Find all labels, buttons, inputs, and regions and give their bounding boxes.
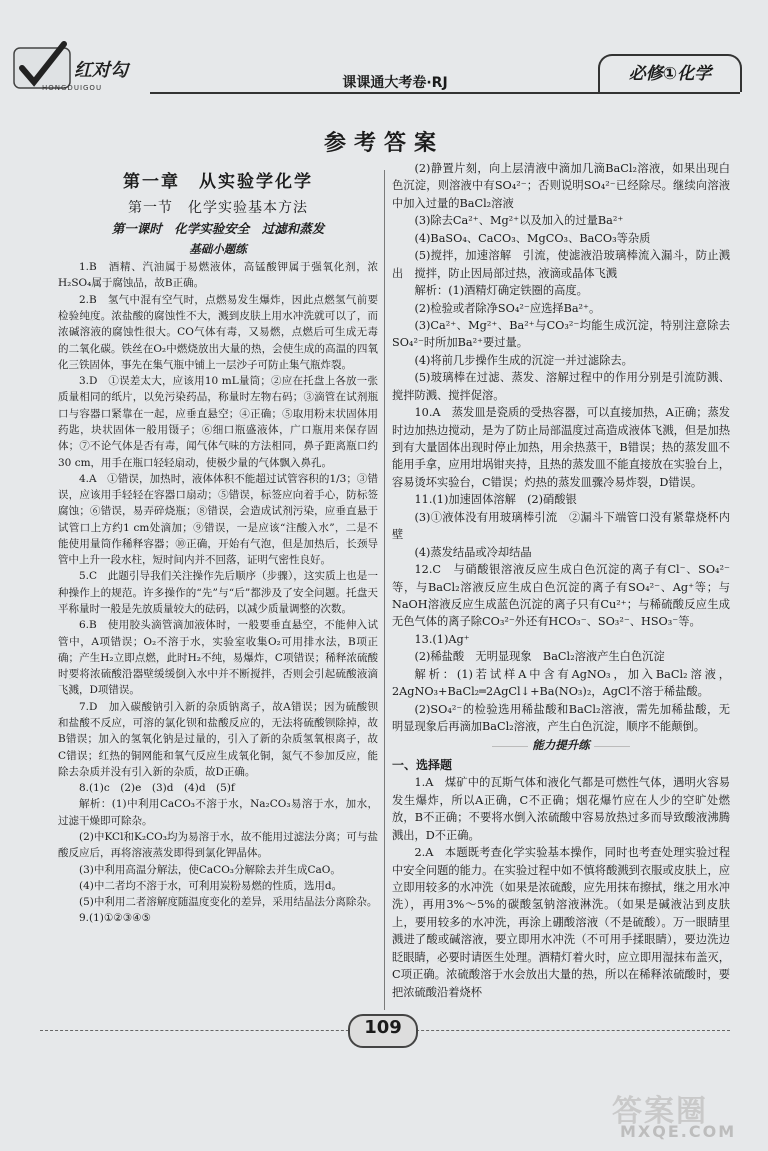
subject-tab: 必修①化学 [598,54,742,92]
answer-paragraph: 8.(1)c (2)e (3)d (4)d (5)f [79,782,235,795]
answer-paragraph: (2)中KCl和K₂CO₃均为易溶于水，故不能用过滤法分离；可与盐酸反应后，再将溶液蒸发即得到氯化钾晶体。 [58,830,378,860]
answer-paragraph: (3)①液体没有用玻璃棒引流 ②漏斗下端管口没有紧靠烧杯内壁 [392,510,730,542]
answer-paragraph: (5)中利用二者溶解度随温度变化的差异，采用结晶法分离除杂。 [79,896,378,909]
answer-paragraph: 6.B 使用胶头滴管滴加液体时，一般要垂直悬空，不能伸入试管中，A项错误；O₂不溶于水，实验室收集O₂可用排水法，B项正确；产生H₂立即点燃，此时H₂不纯，易爆炸，C项错误；稀释浓硫酸时要将浓硫酸沿器壁缓缓倒入水中并不断搅拌，否则会引起硫酸液滴飞溅，D项错误。 [58,619,378,697]
answer-paragraph: 解析：(1)若试样A中含有AgNO₃，加入BaCl₂溶液，2AgNO₃+BaCl₂═2AgCl↓+Ba(NO₃)₂，AgCl不溶于稀盐酸。 [392,667,730,699]
page-number: 109 [364,1017,402,1038]
answer-paragraph: 9.(1)①②③④⑤ [79,912,151,925]
answer-paragraph: 3.D ①误差太大，应该用10 mL量筒；②应在托盘上各放一张质量相同的纸片，以免污染药品，称量时左物右码；③滴管在试剂瓶口与容器口紧靠在一起，应垂直悬空；④正确；⑤取用粉末状固体用药匙，块状固体一般用镊子；⑥细口瓶盛液体，广口瓶用来保存固体；⑦不论气体是否有毒，闻气体气味的方法相同，鼻子距离瓶口约30 cm，用手在瓶口轻轻扇动，使极少量的气体飘入鼻孔。 [58,375,378,469]
answer-paragraph: 解析：(1)中利用CaCO₃不溶于水，Na₂CO₃易溶于水，加水，过滤干燥即可除杂。 [58,798,378,827]
brand-logo [8,40,168,98]
answer-paragraph: 1.B 酒精、汽油属于易燃液体，高锰酸钾属于强氧化剂，浓H₂SO₄属于腐蚀品，故B正确。 [58,261,378,290]
answer-paragraph: (2)检验或者除净SO₄²⁻应选择Ba²⁺。 [414,301,601,315]
logo-subtext: HONGDUIGOU [42,84,103,92]
watermark-url: MXQE.COM [620,1122,737,1141]
answer-paragraph: (4)中二者均不溶于水，可利用炭粉易燃的性质，选用d。 [79,879,343,892]
series-title: 课课通大考卷·RJ [342,75,448,91]
answer-paragraph: (4)BaSO₄、CaCO₃、MgCO₃、BaCO₃等杂质 [414,231,651,245]
watermark [612,1086,762,1146]
answer-paragraph: 4.A ①错误，加热时，液体体积不能超过试管容积的1/3；③错误，应该用手轻轻在容器口扇动；⑤错误，标签应向着手心，防标签腐蚀；⑥错误，易弄碎烧瓶；⑧错误，会造成试剂污染，应垂直悬于试管口上方约1 cm处滴加；⑨错误，一是应该“注酸入水”，二是不能使用量筒作稀释容器；⑩正确，开始有气泡，但是加热后，长颈导管中上升一段水柱，短时间内并不回落，证明气密性良好。 [58,472,378,567]
page-title: 参考答案 [323,130,444,156]
left-column [58,150,378,927]
answer-paragraph: 2.A 本题既考查化学实验基本操作，同时也考查处理实验过程中安全问题的能力。在实验过程中如不慎将酸溅到衣服或皮肤上，应立即用较多的水冲洗（如果是浓硫酸，应先用抹布擦拭，继之用水冲洗），再用3%～5%的碳酸氢钠溶液淋洗。（如果是碱液沾到皮肤上，要用较多的水冲洗，再涂上硼酸溶液（不是硫酸）。万一眼睛里溅进了酸或碱溶液，要立即用水冲洗（不可用手揉眼睛），要边洗边眨眼睛，必要时请医生处理。酒精灯着火时，应立即用湿抹布盖灭，C项正确。浓硫酸溶于水会放出大量的热，所以在稀释浓硫酸时，要把浓硫酸沿着烧杯 [392,846,730,999]
answer-paragraph: (3)Ca²⁺、Mg²⁺、Ba²⁺与CO₃²⁻均能生成沉淀，特别注意除去SO₄²⁻时所加Ba²⁺要过量。 [392,318,730,350]
answer-paragraph: 11.(1)加速固体溶解 (2)硝酸银 [414,493,577,507]
answer-paragraph: 10.A 蒸发皿是瓷质的受热容器，可以直接加热，A正确；蒸发时边加热边搅动，是为了防止局部温度过高造成液体飞溅，但是加热到有大量固体出现时停止加热，用余热蒸干，B错误；热的蒸发皿不能用手拿，应用坩埚钳夹持，且热的蒸发皿不能直接放在实验台上，容易烫坏实验台，C错误；灼热的蒸发皿骤冷易炸裂，D错误。 [392,406,730,489]
answer-paragraph: (2)SO₄²⁻的检验选用稀盐酸和BaCl₂溶液，需先加稀盐酸，无明显现象后再滴加BaCl₂溶液，产生白色沉淀，顺序不能颠倒。 [392,702,730,733]
column-divider [384,170,385,1010]
section-title: 第一节 化学实验基本方法 [128,200,308,217]
watermark-text: 答案圈 [612,1094,708,1129]
answer-paragraph: (5)玻璃棒在过滤、蒸发、溶解过程中的作用分别是引流防溅、搅拌防溅、搅拌促溶。 [392,371,730,402]
subhead-basic: 基础小题练 [189,241,247,256]
part-heading: 一、选择题 [392,757,453,772]
answer-paragraph: 2.B 氢气中混有空气时，点燃易发生爆炸，因此点燃氢气前要检验纯度。浓盐酸的腐蚀性不大，溅到皮肤上用水冲洗就可以了，而浓碱溶液的腐蚀性很大。CO气体有毒，又易燃，点燃后可生成无毒的二氧化碳。铁丝在O₂中燃烧放出大量的热，会使生成的高温的四氧化三铁固体，事先在集气瓶中铺上一层沙子可防止集气瓶炸裂。 [58,293,378,371]
right-column [392,160,730,1001]
page-number-badge [332,1012,432,1046]
logo-text: 红对勾 [74,60,128,81]
header-rule [150,92,740,94]
answer-paragraph: 12.C 与硝酸银溶液反应生成白色沉淀的离子有Cl⁻、SO₄²⁻等，与BaCl₂溶液反应生成白色沉淀的离子有SO₄²⁻、Ag⁺等；与NaOH溶液反应生成蓝色沉淀的离子只有Cu²⁺；与稀硫酸反应生成无色气体的离子除CO₃²⁻外还有HCO₃⁻、SO₃²⁻、HSO₃⁻等。 [392,563,730,629]
answer-paragraph: 1.A 煤矿中的瓦斯气体和液化气都是可燃性气体，遇明火容易发生爆炸，所以A正确，C不正确；烟花爆竹应在人少的空旷处燃放，B不正确；不要将水倒入浓硫酸中容易放热过多而导致酸液沸腾溅出，D不正确。 [392,776,730,842]
answer-paragraph: 解析：(1)酒精灯确定铁圈的高度。 [414,284,588,298]
lesson-title: 第一课时 化学实验安全 过滤和蒸发 [111,220,325,236]
chapter-title: 第一章 从实验学化学 [123,172,313,192]
answer-paragraph: (3)中利用高温分解法，使CaCO₃分解除去并生成CaO。 [79,863,341,876]
answer-paragraph: 5.C 此题引导我们关注操作先后顺序（步骤），这实质上也是一种操作上的规范。许多操作的“先”与“后”都涉及了安全问题。托盘天平称量时一般是先放质量较大的砝码，以减少质量调整的次数。 [58,570,378,616]
answer-paragraph: (5)搅拌，加速溶解 引流，使滤液沿玻璃棒流入漏斗，防止溅出 搅拌，防止因局部过热，液滴或晶体飞溅 [392,249,730,280]
subhead-advanced-label: 能力提升练 [492,737,630,754]
answer-paragraph: 13.(1)Ag⁺ [414,632,470,646]
answer-paragraph: (4)蒸发结晶或冷却结晶 [414,545,532,559]
subhead-advanced [392,737,730,754]
answer-paragraph: (4)将前几步操作生成的沉淀一并过滤除去。 [414,353,633,367]
answer-paragraph: (2)静置片刻，向上层清液中滴加几滴BaCl₂溶液，如果出现白色沉淀，则溶液中有SO₄²⁻；否则说明SO₄²⁻已经除尽。继续向溶液中加入过量的BaCl₂溶液 [392,162,730,210]
answer-paragraph: (3)除去Ca²⁺、Mg²⁺以及加入的过量Ba²⁺ [414,214,624,228]
answer-paragraph: 7.D 加入碳酸钠引入新的杂质钠离子，故A错误；因为硫酸钡和盐酸不反应，可溶的氯化钡和盐酸反应的，无法将硫酸钡除掉，故B错误；加入的氢氧化钠是过量的，引入了新的杂质氢氧根离子，故C错误；红热的铜网能和氧气反应生成氧化铜，氮气不参加反应，能除去杂质并没有引入新的杂质，故D正确。 [58,700,378,778]
answer-paragraph: (2)稀盐酸 无明显现象 BaCl₂溶液产生白色沉淀 [414,650,665,664]
